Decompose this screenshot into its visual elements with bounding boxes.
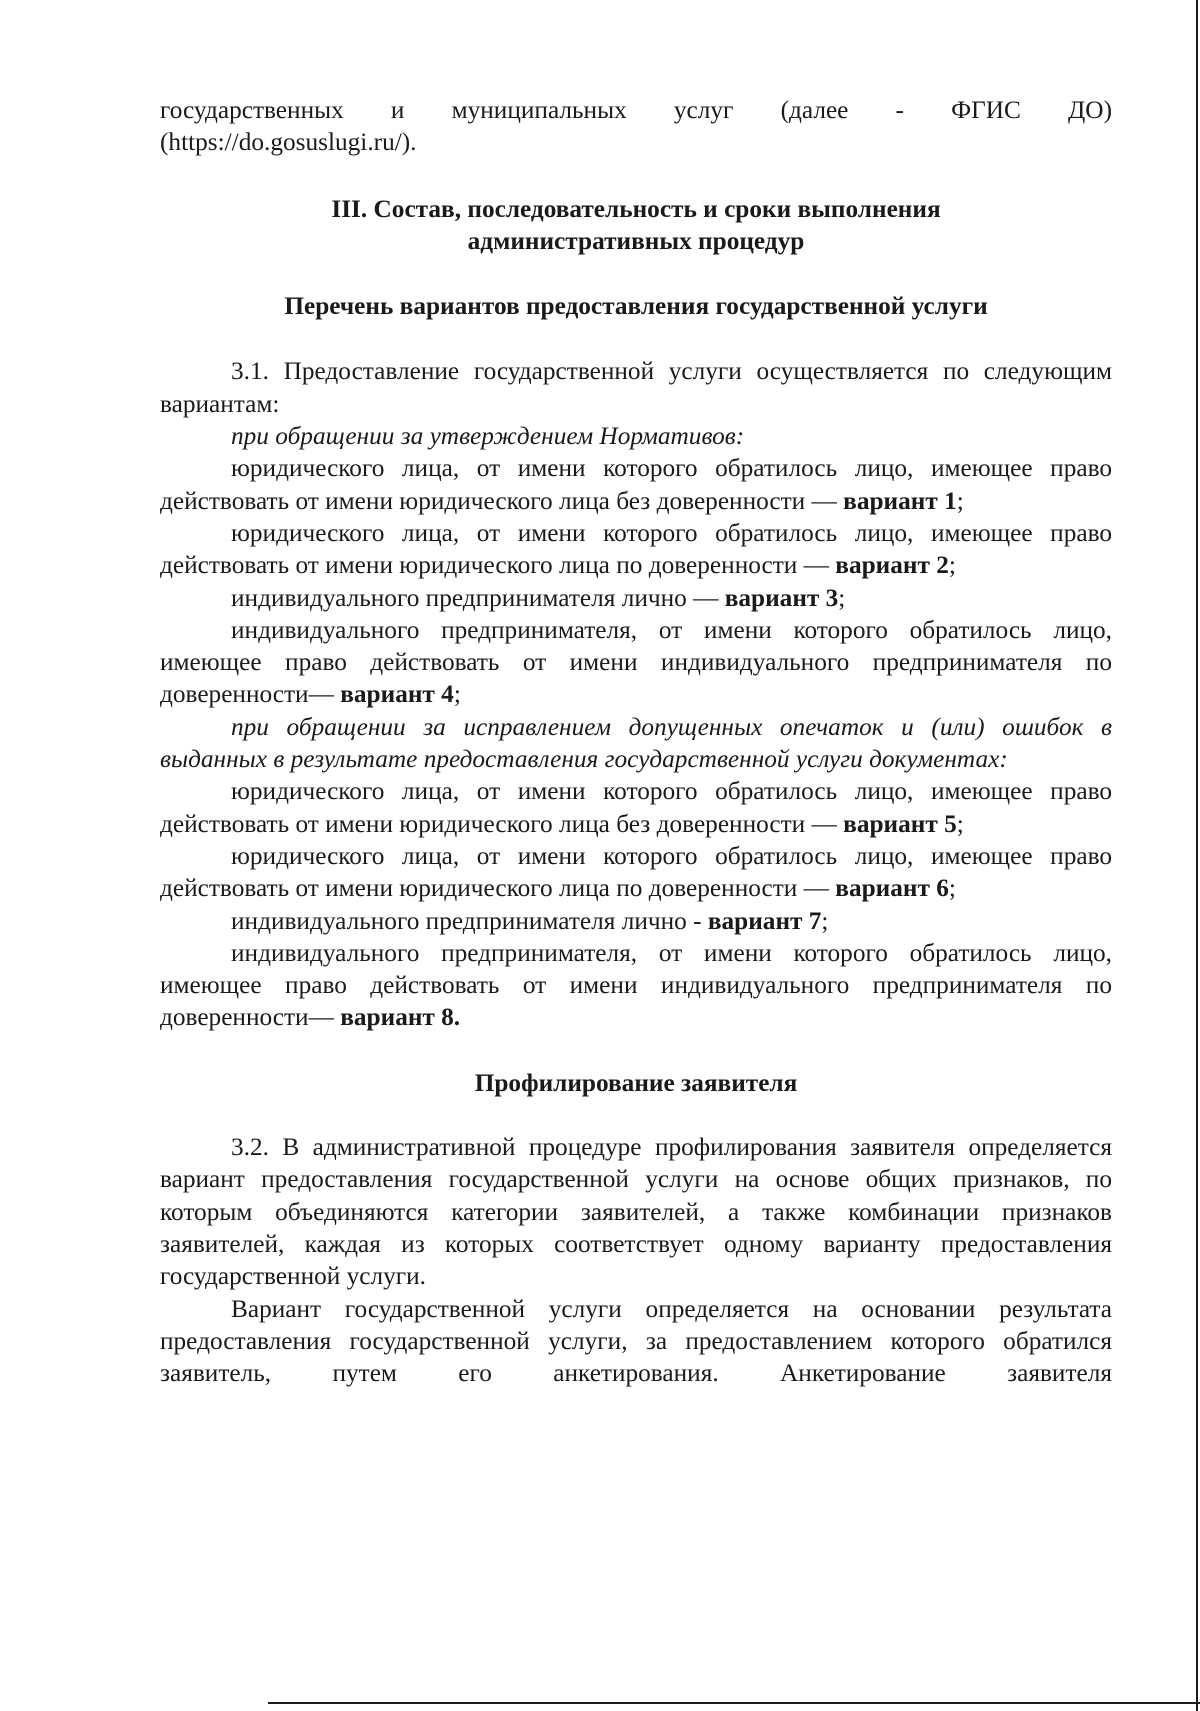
variant-6-item: юридического лица, от имени которого обратилось лицо, имеющее право действовать от имени юридического лица по доверенности — вариант 6; [160,841,1112,903]
variant-3-item: индивидуального предпринимателя лично — вариант 3; [231,583,846,612]
variant-6-label: вариант 6 [835,874,949,903]
variant-3-label: вариант 3 [724,583,839,612]
variant-2-text: юридического лица, от имени которого обратилось лицо, имеющее право действовать от имени юридического лица по доверенности — [160,518,1112,580]
variant-5-item: юридического лица, от имени которого обратилось лицо, имеющее право действовать от имени юридического лица без доверенности — вариант 5; [160,777,1112,838]
scan-border-right [1196,0,1198,1711]
section-heading-line-1: III. Состав, последовательность и сроки выполнения [331,194,941,223]
variant-8-item [160,937,1112,1034]
scan-border-bottom [268,1702,1200,1704]
paragraph-normatives: при обращении за утверждением Нормативов: [231,422,745,451]
variant-7-label: вариант 7 [707,906,822,935]
subheading-profiling: Профилирование заявителя [474,1068,798,1097]
variant-7-text: индивидуального предпринимателя лично - [231,906,702,935]
variant-6-text: юридического лица, от имени которого обратилось лицо, имеющее право действовать от имени юридического лица по доверенности — [160,841,1112,903]
variant-1-label: вариант 1 [843,486,957,515]
variant-8-label: вариант 8. [340,1003,461,1032]
variant-2-label: вариант 2 [835,551,949,580]
variant-5-text: юридического лица, от имени которого обратилось лицо, имеющее право действовать от имени юридического лица без доверенности — [160,777,1112,838]
paragraph-3-2: 3.2. В административной процедуре профилирования заявителя определяется вариант предоставления государственной услуги на основе общих признаков, по которым объединяются категории заявителей, а также комбинации признаков заявителей, каждая из которых соответствует одному варианту предоставления государственной услуги. [160,1133,1112,1291]
variant-3-text: индивидуального предпринимателя лично — [231,583,719,612]
subheading-variants: Перечень вариантов предоставления государственной услуги [284,292,988,321]
continued-text [160,94,1112,126]
paragraph-3-1: 3.1. Предоставление государственной услуги осуществляется по следующим вариантам: [160,357,1112,418]
variant-5-label: вариант 5 [843,809,957,838]
paragraph-corrections: при обращении за исправлением допущенных опечаток и (или) ошибок в выданных в результате предоставления государственной услуги документах: [160,712,1112,774]
variant-1-text: юридического лица, от имени которого обратилось лицо, имеющее право действовать от имени юридического лица без доверенности — [160,454,1112,515]
variant-4-text: индивидуального предпринимателя, от имени которого обратилось лицо, имеющее право действовать от имени индивидуального предпринимателя по доверенности— [160,615,1112,709]
variant-4-label: вариант 4 [340,680,454,709]
continued-text-end [160,126,1112,158]
variant-2-item: юридического лица, от имени которого обратилось лицо, имеющее право действовать от имени юридического лица по доверенности — вариант 2; [160,518,1112,580]
variant-1-item: юридического лица, от имени которого обратилось лицо, имеющее право действовать от имени юридического лица без доверенности — вариант 1; [160,454,1112,515]
variant-8-text: индивидуального предпринимателя, от имени которого обратилось лицо, имеющее право действовать от имени индивидуального предпринимателя по доверенности— [160,938,1112,1032]
paragraph-variant-determination: Вариант государственной услуги определяется на основании результата предоставления государственной услуги, за предоставлением которого обратился заявитель, путем его анкетирования. Анкетирование заявителя [160,1294,1112,1388]
continued-line-1: государственных и муниципальных услуг (далее - ФГИС ДО) [160,96,1112,124]
variant-7-item: индивидуального предпринимателя лично - вариант 7; [231,906,829,935]
section-heading [160,193,1112,258]
variant-4-item: индивидуального предпринимателя, от имени которого обратилось лицо, имеющее право действовать от имени индивидуального предпринимателя по доверенности— вариант 4; [160,615,1112,709]
section-heading-line-2: административных процедур [467,226,805,255]
document-page [160,94,1112,1389]
continued-line-2: (https://do.gosuslugi.ru/). [160,128,417,157]
